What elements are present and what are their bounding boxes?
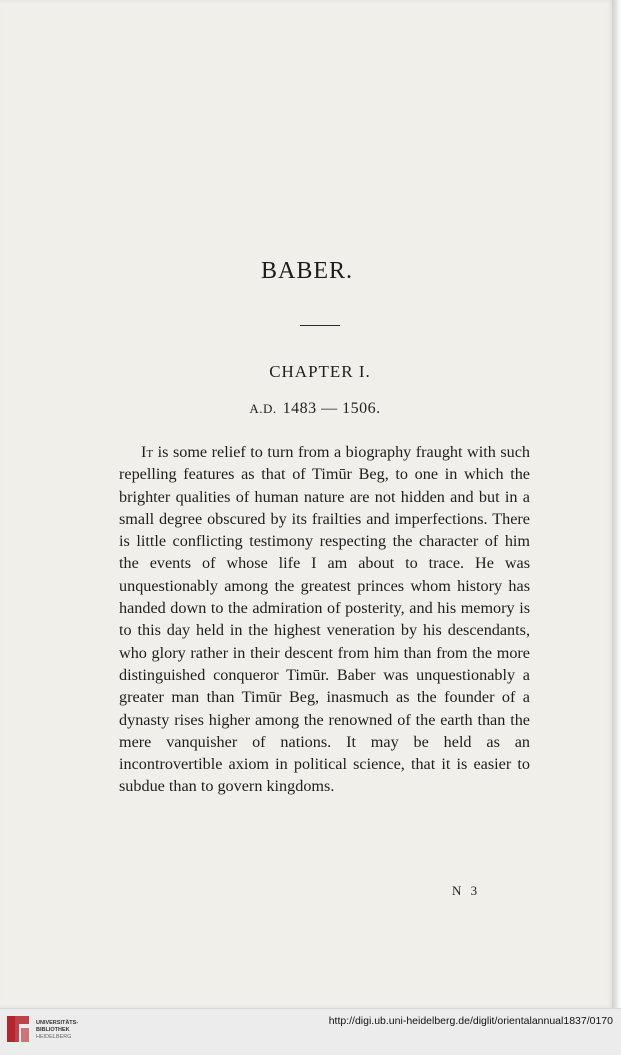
library-logo-text bbox=[36, 1020, 78, 1041]
logo-line-2: BIBLIOTHEK bbox=[36, 1027, 70, 1033]
paragraph-text: is some relief to turn from a biography fraught with such repelling features as that of Timūr Beg, to one in which the brighter qualities of human nature are not hidden and but in a small degree obscured by its frailties and imperfections. There is little conflicting testimony respecting the character of him the events of whose life I am about to trace. He was unquestionably among the greatest princes whom history has handed down to the admiration of posterity, and his memory is to this day held in the highest veneration by his descendants, who glory rather in their descent from him than from the more distinguished conqueror Timūr. Baber was unquestionably a greater man than Timūr Beg, inasmuch as the founder of a dynasty rises higher among the renowned of the earth than the mere vanquisher of nations. It may be held as an incontrovertible axiom in political science, that it is easier to subdue than to govern kingdoms. bbox=[119, 443, 530, 796]
body-paragraph bbox=[119, 441, 530, 798]
page-edge bbox=[612, 0, 621, 1008]
logo-line-3: HEIDELBERG bbox=[36, 1034, 72, 1040]
logo-line-1: UNIVERSITÄTS- bbox=[36, 1020, 79, 1026]
chapter-heading: CHAPTER I. bbox=[269, 362, 371, 381]
signature-mark: N 3 bbox=[452, 883, 481, 898]
date-range: 1483 — 1506. bbox=[282, 400, 381, 417]
era-label: A.D. bbox=[249, 401, 277, 416]
source-url-link[interactable]: http://digi.ub.uni-heidelberg.de/diglit/orientalannual1837/0170 bbox=[328, 1015, 613, 1027]
library-logo-icon[interactable] bbox=[5, 1012, 31, 1046]
page-title: BABER. bbox=[260, 258, 353, 284]
title-rule bbox=[300, 325, 340, 326]
date-line bbox=[0, 400, 621, 418]
paragraph-lead: It bbox=[141, 443, 154, 461]
